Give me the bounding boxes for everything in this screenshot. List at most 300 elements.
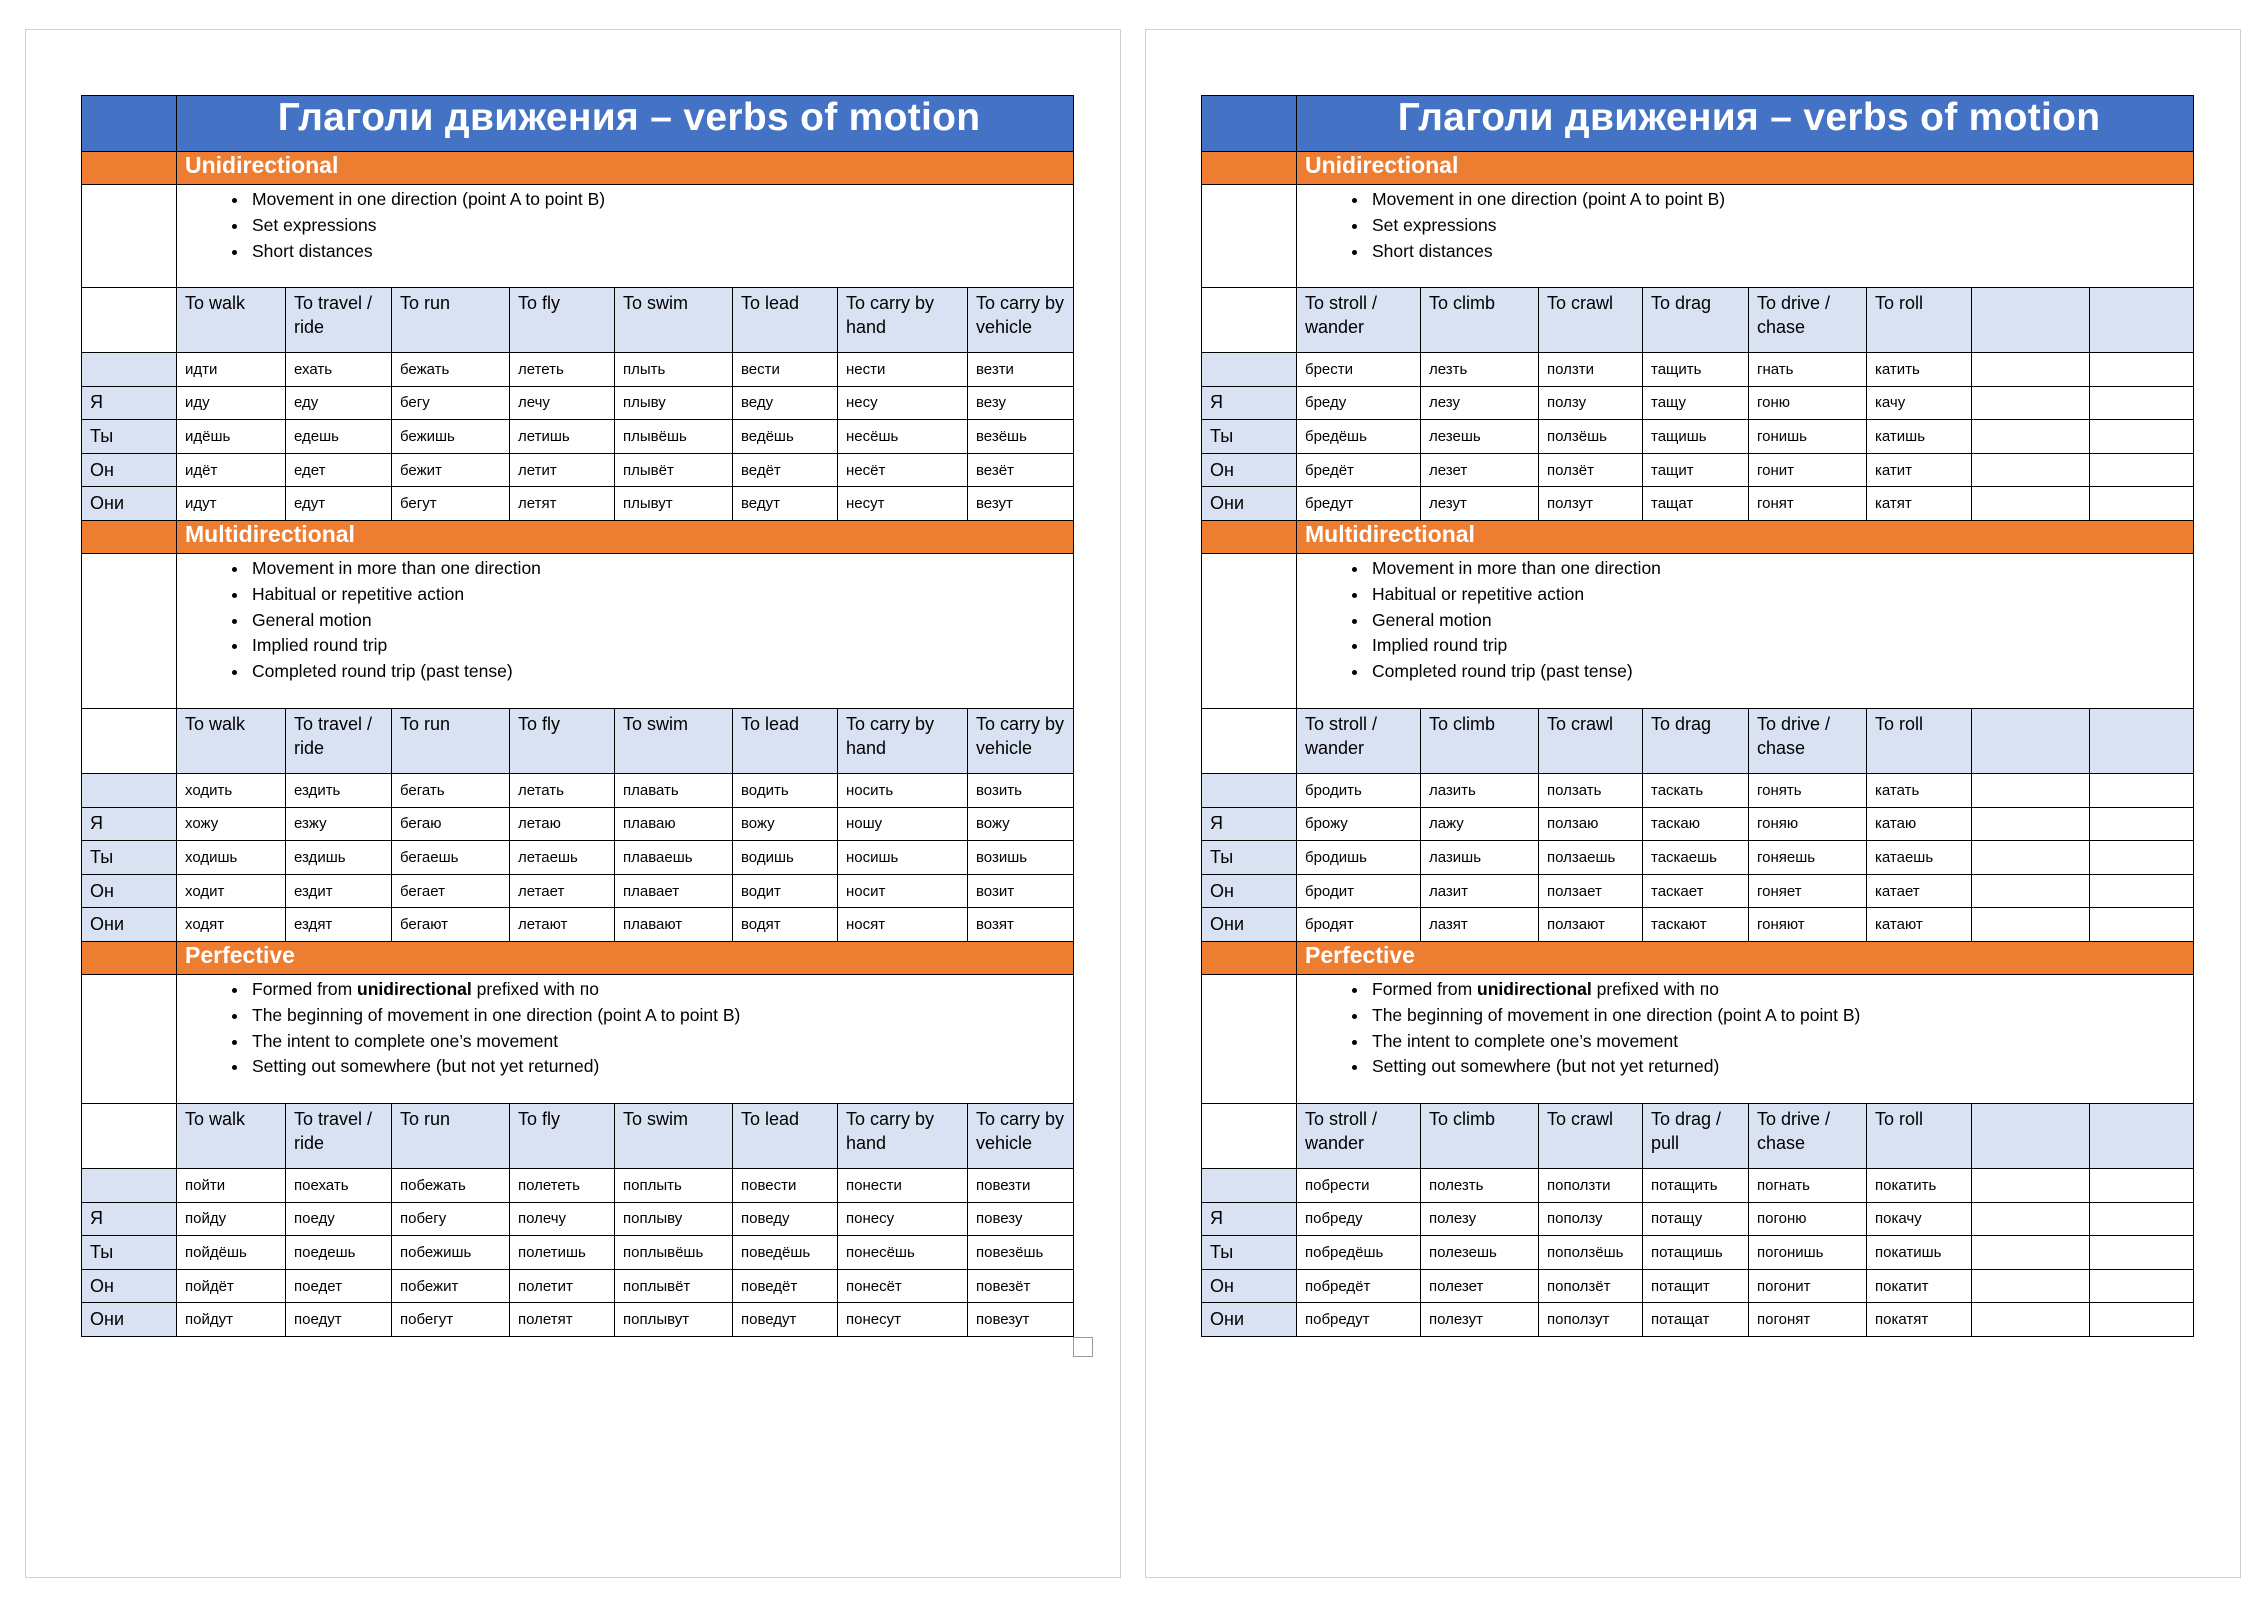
- verb-form-cell: лезет: [1421, 453, 1539, 487]
- verb-form-cell: брести: [1297, 353, 1421, 387]
- page-title: Глаголи движения – verbs of motion: [177, 96, 1074, 152]
- verb-meaning-header: To swim: [615, 288, 733, 353]
- verb-form-cell: гоню: [1749, 386, 1867, 420]
- pronoun-cell: Я: [82, 386, 177, 420]
- pronoun-cell: Он: [82, 874, 177, 908]
- pronoun-cell: Я: [1202, 386, 1297, 420]
- verb-form-cell: ездят: [286, 908, 392, 942]
- verb-meaning-header: To crawl: [1539, 708, 1643, 773]
- verb-form-cell: возят: [968, 908, 1074, 942]
- verb-form-cell: покатят: [1867, 1303, 1972, 1337]
- bullet-item: • Setting out somewhere (but not yet returned): [249, 1054, 1073, 1080]
- verb-form-cell: гоняю: [1749, 807, 1867, 841]
- header-corner-cell: [1202, 1103, 1297, 1168]
- conjugation-row: [82, 874, 1074, 908]
- bullet-item: [1369, 977, 2193, 1003]
- notes-row: [82, 553, 1074, 708]
- conjugation-row: [1202, 1269, 2194, 1303]
- verb-form-cell: ходит: [177, 874, 286, 908]
- conjugation-row: [82, 1202, 1074, 1236]
- verb-form-cell: понести: [838, 1168, 968, 1202]
- verb-meaning-header: [2090, 288, 2194, 353]
- verb-form-cell: поплывёшь: [615, 1236, 733, 1270]
- verb-form-cell: ездишь: [286, 841, 392, 875]
- section-heading: Multidirectional: [1297, 520, 2194, 553]
- verb-form-cell: бредут: [1297, 487, 1421, 521]
- bullet-item: • The beginning of movement in one direction (point A to point B): [1369, 1003, 2193, 1029]
- infinitive-row: [1202, 1168, 2194, 1202]
- verb-form-cell: бежит: [392, 453, 510, 487]
- verb-form-cell: полезешь: [1421, 1236, 1539, 1270]
- notes-label-cell: [1202, 553, 1297, 708]
- section-corner-cell: [82, 520, 177, 553]
- conjugation-row: [82, 386, 1074, 420]
- verb-meaning-header: To run: [392, 288, 510, 353]
- verb-form-cell: идёшь: [177, 420, 286, 454]
- verb-form-cell: хожу: [177, 807, 286, 841]
- verb-form-cell: поплыть: [615, 1168, 733, 1202]
- verb-form-cell: ездить: [286, 773, 392, 807]
- meaning-header-row: [1202, 708, 2194, 773]
- verb-form-cell: катают: [1867, 908, 1972, 942]
- verb-form-cell: погонит: [1749, 1269, 1867, 1303]
- verb-form-cell: ведёшь: [733, 420, 838, 454]
- section-corner-cell: [82, 152, 177, 185]
- verb-form-cell: лазит: [1421, 874, 1539, 908]
- meaning-header-row: [82, 288, 1074, 353]
- verb-form-cell: ползают: [1539, 908, 1643, 942]
- header-corner-cell: [82, 288, 177, 353]
- conjugation-row: [1202, 1236, 2194, 1270]
- verb-form-cell: лечу: [510, 386, 615, 420]
- verb-form-cell: лазить: [1421, 773, 1539, 807]
- verb-form-cell: водит: [733, 874, 838, 908]
- verb-meaning-header: To carry by hand: [838, 1103, 968, 1168]
- pronoun-cell: Ты: [82, 420, 177, 454]
- verb-meaning-header: To lead: [733, 288, 838, 353]
- conjugation-row: [82, 1269, 1074, 1303]
- bullet-item: • Habitual or repetitive action: [1369, 582, 2193, 608]
- verb-form-cell: летать: [510, 773, 615, 807]
- verb-form-cell: носить: [838, 773, 968, 807]
- header-corner-cell: [1202, 288, 1297, 353]
- verb-meaning-header: To fly: [510, 1103, 615, 1168]
- verb-form-cell: [2090, 1269, 2194, 1303]
- verb-meaning-header: To roll: [1867, 1103, 1972, 1168]
- verb-form-cell: полечу: [510, 1202, 615, 1236]
- verb-form-cell: [1972, 1236, 2090, 1270]
- bullet-item: • Movement in more than one direction: [249, 556, 1073, 582]
- verb-form-cell: поплывёт: [615, 1269, 733, 1303]
- verb-form-cell: [2090, 453, 2194, 487]
- verb-form-cell: пойдут: [177, 1303, 286, 1337]
- verb-form-cell: [1972, 874, 2090, 908]
- verb-meaning-header: To carry by vehicle: [968, 1103, 1074, 1168]
- verb-form-cell: полезть: [1421, 1168, 1539, 1202]
- verb-meaning-header: To carry by vehicle: [968, 708, 1074, 773]
- bullet-text: prefixed with по: [1591, 978, 1719, 999]
- verb-form-cell: брожу: [1297, 807, 1421, 841]
- verb-form-cell: [2090, 1303, 2194, 1337]
- pronoun-cell: [1202, 353, 1297, 387]
- verb-form-cell: ползать: [1539, 773, 1643, 807]
- pronoun-cell: Я: [82, 807, 177, 841]
- pronoun-cell: [82, 773, 177, 807]
- verb-form-cell: ползу: [1539, 386, 1643, 420]
- pronoun-cell: Ты: [1202, 420, 1297, 454]
- notes-label-cell: [82, 185, 177, 288]
- verb-form-cell: возит: [968, 874, 1074, 908]
- verb-meaning-header: To walk: [177, 288, 286, 353]
- verb-form-cell: лезу: [1421, 386, 1539, 420]
- conjugation-row: [82, 908, 1074, 942]
- verb-meaning-header: [2090, 708, 2194, 773]
- pronoun-cell: Ты: [1202, 841, 1297, 875]
- verb-form-cell: едут: [286, 487, 392, 521]
- verb-form-cell: летит: [510, 453, 615, 487]
- title-row: [1202, 96, 2194, 152]
- verb-form-cell: [2090, 1202, 2194, 1236]
- conjugation-row: [1202, 420, 2194, 454]
- verb-form-cell: везёт: [968, 453, 1074, 487]
- verb-form-cell: потащить: [1643, 1168, 1749, 1202]
- pronoun-cell: Я: [1202, 807, 1297, 841]
- pronoun-cell: Он: [1202, 453, 1297, 487]
- header-corner-cell: [82, 1103, 177, 1168]
- verb-form-cell: тащишь: [1643, 420, 1749, 454]
- verb-form-cell: ползаешь: [1539, 841, 1643, 875]
- verb-form-cell: гонять: [1749, 773, 1867, 807]
- pronoun-cell: Они: [1202, 487, 1297, 521]
- verb-form-cell: плавает: [615, 874, 733, 908]
- verb-form-cell: повезут: [968, 1303, 1074, 1337]
- section-corner-cell: [1202, 941, 1297, 974]
- verb-form-cell: катишь: [1867, 420, 1972, 454]
- bullet-item: • Movement in one direction (point A to point B): [1369, 187, 2193, 213]
- verb-form-cell: покачу: [1867, 1202, 1972, 1236]
- verb-form-cell: [1972, 1303, 2090, 1337]
- page-title: Глаголи движения – verbs of motion: [1297, 96, 2194, 152]
- bullet-list: [185, 977, 1073, 1080]
- infinitive-row: [82, 353, 1074, 387]
- verb-form-cell: погоню: [1749, 1202, 1867, 1236]
- conjugation-row: [82, 1303, 1074, 1337]
- verb-form-cell: бежишь: [392, 420, 510, 454]
- verb-form-cell: несёшь: [838, 420, 968, 454]
- verb-form-cell: бегает: [392, 874, 510, 908]
- section-heading-row: [1202, 152, 2194, 185]
- notes-cell: [1297, 974, 2194, 1103]
- verb-form-cell: едешь: [286, 420, 392, 454]
- verb-meaning-header: To travel / ride: [286, 288, 392, 353]
- verb-form-cell: погонишь: [1749, 1236, 1867, 1270]
- verb-meaning-header: To stroll / wander: [1297, 708, 1421, 773]
- verb-form-cell: бегут: [392, 487, 510, 521]
- verb-form-cell: лезут: [1421, 487, 1539, 521]
- verb-form-cell: плывёшь: [615, 420, 733, 454]
- verb-meaning-header: [1972, 1103, 2090, 1168]
- verb-form-cell: лазишь: [1421, 841, 1539, 875]
- bullet-item: • Setting out somewhere (but not yet returned): [1369, 1054, 2193, 1080]
- verb-form-cell: побегут: [392, 1303, 510, 1337]
- verb-form-cell: поедут: [286, 1303, 392, 1337]
- conjugation-row: [1202, 487, 2194, 521]
- verb-form-cell: [2090, 420, 2194, 454]
- verb-meaning-header: To fly: [510, 288, 615, 353]
- verb-form-cell: ведёт: [733, 453, 838, 487]
- verb-meaning-header: To crawl: [1539, 288, 1643, 353]
- bullet-item: • The intent to complete one’s movement: [249, 1029, 1073, 1055]
- verb-form-cell: [2090, 353, 2194, 387]
- verb-form-cell: тащить: [1643, 353, 1749, 387]
- verb-form-cell: бродит: [1297, 874, 1421, 908]
- verb-form-cell: ходить: [177, 773, 286, 807]
- pronoun-cell: Они: [82, 1303, 177, 1337]
- verb-form-cell: еду: [286, 386, 392, 420]
- meaning-header-row: [82, 708, 1074, 773]
- table-end-marker: [1073, 1337, 1093, 1357]
- bullet-list: [185, 556, 1073, 685]
- verb-form-cell: лазят: [1421, 908, 1539, 942]
- verb-meaning-header: To carry by vehicle: [968, 288, 1074, 353]
- notes-row: [82, 185, 1074, 288]
- verb-form-cell: вожу: [733, 807, 838, 841]
- verb-form-cell: [2090, 1168, 2194, 1202]
- conjugation-row: [82, 841, 1074, 875]
- verb-form-cell: [2090, 487, 2194, 521]
- verb-form-cell: полететь: [510, 1168, 615, 1202]
- verb-form-cell: поеду: [286, 1202, 392, 1236]
- verb-form-cell: бредёшь: [1297, 420, 1421, 454]
- notes-label-cell: [1202, 185, 1297, 288]
- verb-meaning-header: To travel / ride: [286, 708, 392, 773]
- verb-meaning-header: To run: [392, 1103, 510, 1168]
- verb-form-cell: полетишь: [510, 1236, 615, 1270]
- verb-form-cell: плаваешь: [615, 841, 733, 875]
- verb-form-cell: потащишь: [1643, 1236, 1749, 1270]
- verb-meaning-header: To drag / pull: [1643, 1103, 1749, 1168]
- bullet-list: [1305, 977, 2193, 1080]
- verb-form-cell: побегу: [392, 1202, 510, 1236]
- verb-meaning-header: To climb: [1421, 708, 1539, 773]
- verb-form-cell: [1972, 386, 2090, 420]
- section-corner-cell: [1202, 520, 1297, 553]
- pronoun-cell: Я: [1202, 1202, 1297, 1236]
- verb-form-cell: бегаешь: [392, 841, 510, 875]
- bullet-bold-text: unidirectional: [1477, 978, 1592, 999]
- verb-form-cell: водишь: [733, 841, 838, 875]
- verb-form-cell: потащу: [1643, 1202, 1749, 1236]
- notes-cell: [177, 974, 1074, 1103]
- conjugation-row: [82, 487, 1074, 521]
- verb-form-cell: летят: [510, 487, 615, 521]
- verb-form-cell: ехать: [286, 353, 392, 387]
- verb-form-cell: водить: [733, 773, 838, 807]
- verb-form-cell: побежит: [392, 1269, 510, 1303]
- verb-form-cell: побрести: [1297, 1168, 1421, 1202]
- verb-form-cell: гоняют: [1749, 908, 1867, 942]
- pronoun-cell: Я: [82, 1202, 177, 1236]
- corner-cell: [1202, 96, 1297, 152]
- verb-form-cell: [1972, 420, 2090, 454]
- verb-form-cell: везти: [968, 353, 1074, 387]
- document-page-2: [1145, 29, 2241, 1578]
- verb-form-cell: [2090, 807, 2194, 841]
- conjugation-row: [1202, 453, 2194, 487]
- verb-form-cell: ездит: [286, 874, 392, 908]
- verb-form-cell: катит: [1867, 453, 1972, 487]
- verb-form-cell: плавают: [615, 908, 733, 942]
- section-heading-row: [82, 520, 1074, 553]
- infinitive-row: [1202, 353, 2194, 387]
- notes-cell: [177, 185, 1074, 288]
- verb-form-cell: полетит: [510, 1269, 615, 1303]
- verb-meaning-header: [1972, 708, 2090, 773]
- pronoun-cell: [82, 1168, 177, 1202]
- verb-form-cell: [2090, 874, 2194, 908]
- title-row: [82, 96, 1074, 152]
- verb-form-cell: [1972, 807, 2090, 841]
- conjugation-row: [82, 453, 1074, 487]
- header-corner-cell: [82, 708, 177, 773]
- conjugation-row: [1202, 1303, 2194, 1337]
- verb-meaning-header: To roll: [1867, 708, 1972, 773]
- verb-form-cell: летаю: [510, 807, 615, 841]
- verb-form-cell: поплыву: [615, 1202, 733, 1236]
- notes-row: [1202, 974, 2194, 1103]
- verb-form-cell: таскает: [1643, 874, 1749, 908]
- bullet-item: • The beginning of movement in one direction (point A to point B): [249, 1003, 1073, 1029]
- verb-form-cell: лажу: [1421, 807, 1539, 841]
- verb-form-cell: [1972, 841, 2090, 875]
- verb-form-cell: плавать: [615, 773, 733, 807]
- verb-form-cell: побежать: [392, 1168, 510, 1202]
- meaning-header-row: [1202, 1103, 2194, 1168]
- pronoun-cell: Ты: [82, 1236, 177, 1270]
- verb-form-cell: гоняет: [1749, 874, 1867, 908]
- verb-meaning-header: To run: [392, 708, 510, 773]
- verb-form-cell: везёшь: [968, 420, 1074, 454]
- infinitive-row: [82, 773, 1074, 807]
- section-heading: Unidirectional: [177, 152, 1074, 185]
- verb-form-cell: таскать: [1643, 773, 1749, 807]
- section-heading: Perfective: [177, 941, 1074, 974]
- verb-form-cell: пойду: [177, 1202, 286, 1236]
- header-corner-cell: [1202, 708, 1297, 773]
- verb-form-cell: поедет: [286, 1269, 392, 1303]
- verb-form-cell: тащу: [1643, 386, 1749, 420]
- verb-form-cell: [2090, 386, 2194, 420]
- notes-label-cell: [1202, 974, 1297, 1103]
- section-heading-row: [1202, 520, 2194, 553]
- verb-form-cell: полезет: [1421, 1269, 1539, 1303]
- verb-form-cell: ползёт: [1539, 453, 1643, 487]
- corner-cell: [82, 96, 177, 152]
- meaning-header-row: [1202, 288, 2194, 353]
- verb-form-cell: поедешь: [286, 1236, 392, 1270]
- bullet-item: • Completed round trip (past tense): [249, 659, 1073, 685]
- verb-form-cell: покатит: [1867, 1269, 1972, 1303]
- verb-form-cell: плыву: [615, 386, 733, 420]
- verb-meaning-header: [1972, 288, 2090, 353]
- verb-form-cell: возить: [968, 773, 1074, 807]
- verb-form-cell: покатишь: [1867, 1236, 1972, 1270]
- verb-form-cell: [1972, 1269, 2090, 1303]
- verb-form-cell: [2090, 773, 2194, 807]
- verb-form-cell: понесу: [838, 1202, 968, 1236]
- pronoun-cell: [82, 353, 177, 387]
- pronoun-cell: Он: [82, 453, 177, 487]
- conjugation-row: [1202, 386, 2194, 420]
- verb-meaning-header: To lead: [733, 1103, 838, 1168]
- notes-row: [1202, 553, 2194, 708]
- verb-form-cell: ползёшь: [1539, 420, 1643, 454]
- verb-form-cell: ползаю: [1539, 807, 1643, 841]
- notes-cell: [177, 553, 1074, 708]
- document-page-1: [25, 29, 1121, 1578]
- verb-form-cell: носит: [838, 874, 968, 908]
- verb-form-cell: бежать: [392, 353, 510, 387]
- verb-form-cell: идёт: [177, 453, 286, 487]
- verb-form-cell: потащит: [1643, 1269, 1749, 1303]
- bullet-item: • Short distances: [1369, 239, 2193, 265]
- verb-form-cell: повезёшь: [968, 1236, 1074, 1270]
- conjugation-row: [1202, 908, 2194, 942]
- verb-form-cell: веду: [733, 386, 838, 420]
- verb-form-cell: лезть: [1421, 353, 1539, 387]
- verb-meaning-header: To drive / chase: [1749, 1103, 1867, 1168]
- pronoun-cell: Он: [1202, 874, 1297, 908]
- verb-form-cell: качу: [1867, 386, 1972, 420]
- section-corner-cell: [1202, 152, 1297, 185]
- verb-meaning-header: To fly: [510, 708, 615, 773]
- bullet-text: prefixed with по: [471, 978, 599, 999]
- pronoun-cell: Он: [82, 1269, 177, 1303]
- bullet-item: [249, 977, 1073, 1003]
- pronoun-cell: [1202, 1168, 1297, 1202]
- verb-form-cell: понесёт: [838, 1269, 968, 1303]
- verb-form-cell: носишь: [838, 841, 968, 875]
- verb-form-cell: погонят: [1749, 1303, 1867, 1337]
- verb-form-cell: поехать: [286, 1168, 392, 1202]
- conjugation-row: [1202, 841, 2194, 875]
- conjugation-row: [1202, 807, 2194, 841]
- verb-form-cell: иду: [177, 386, 286, 420]
- verb-form-cell: пойдёт: [177, 1269, 286, 1303]
- pronoun-cell: Ты: [1202, 1236, 1297, 1270]
- verbs-table: [81, 95, 1074, 1337]
- conjugation-row: [1202, 874, 2194, 908]
- bullet-item: • Implied round trip: [1369, 633, 2193, 659]
- bullet-item: • Habitual or repetitive action: [249, 582, 1073, 608]
- verb-form-cell: поведёт: [733, 1269, 838, 1303]
- verb-form-cell: лететь: [510, 353, 615, 387]
- verb-form-cell: лезешь: [1421, 420, 1539, 454]
- verb-form-cell: идти: [177, 353, 286, 387]
- verb-form-cell: плаваю: [615, 807, 733, 841]
- verb-form-cell: возишь: [968, 841, 1074, 875]
- verb-form-cell: повести: [733, 1168, 838, 1202]
- pronoun-cell: Ты: [82, 841, 177, 875]
- verb-form-cell: ношу: [838, 807, 968, 841]
- verb-form-cell: [1972, 1168, 2090, 1202]
- conjugation-row: [82, 807, 1074, 841]
- verb-form-cell: понесут: [838, 1303, 968, 1337]
- verb-form-cell: катят: [1867, 487, 1972, 521]
- verb-form-cell: ходят: [177, 908, 286, 942]
- meaning-header-row: [82, 1103, 1074, 1168]
- verb-form-cell: поползёт: [1539, 1269, 1643, 1303]
